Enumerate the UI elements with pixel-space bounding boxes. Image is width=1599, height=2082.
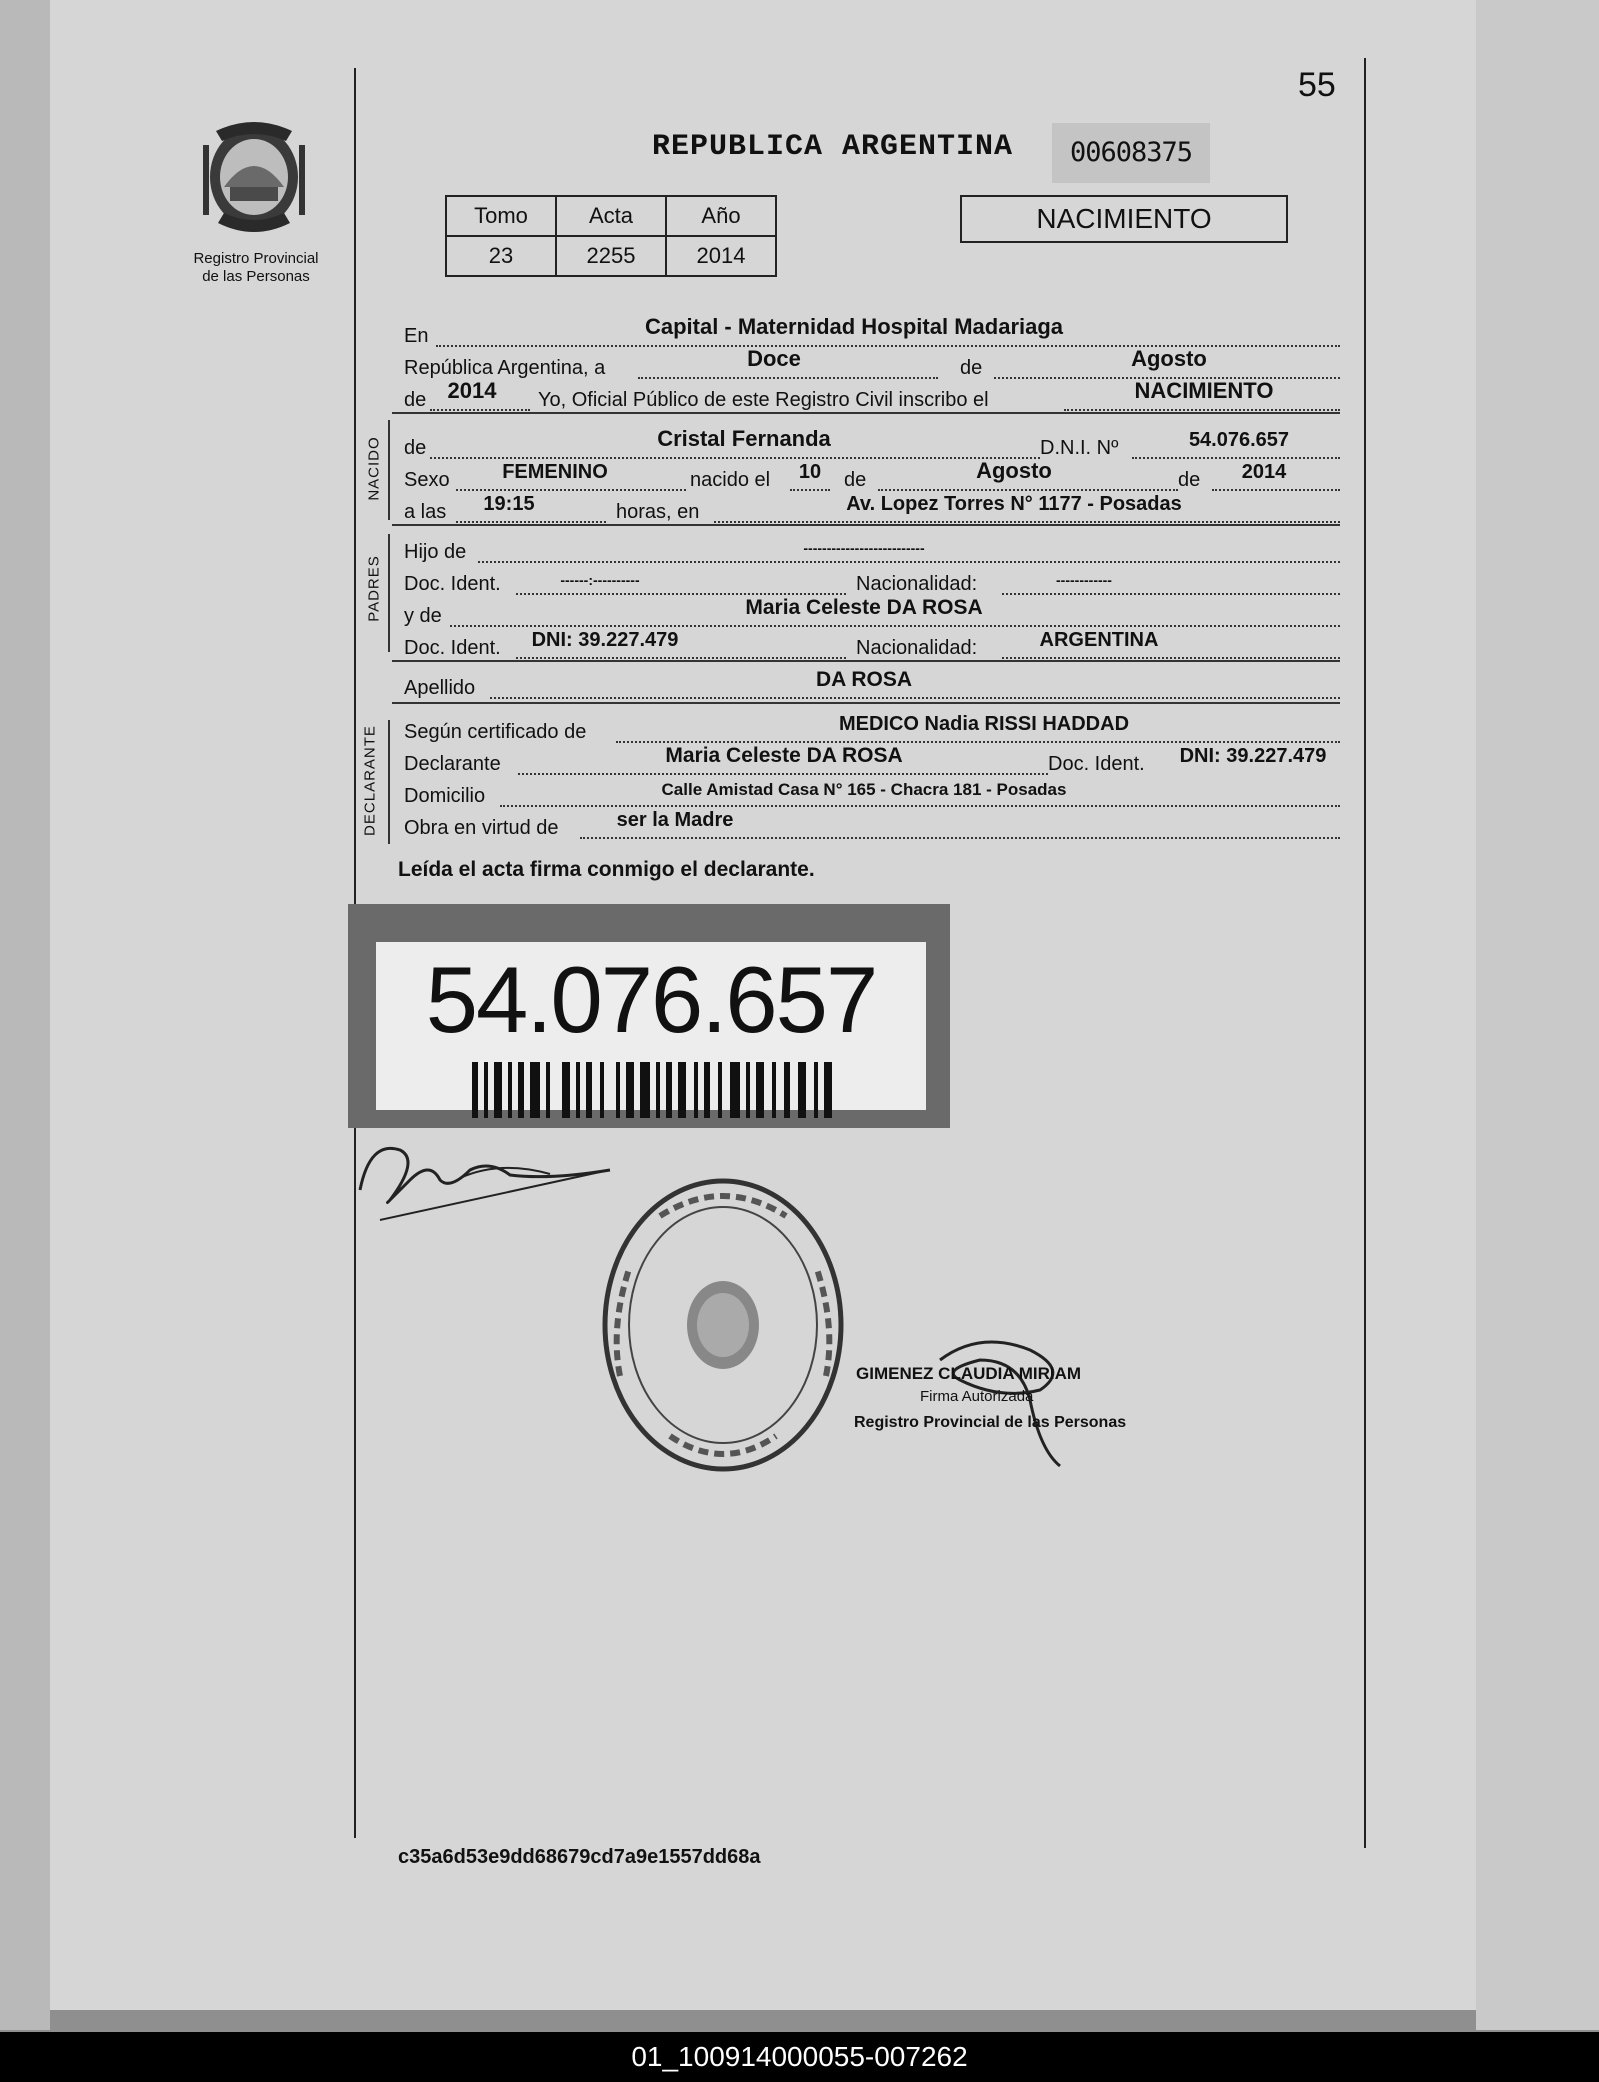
row-hora — [404, 493, 1340, 526]
lugar-value: Av. Lopez Torres N° 1177 - Posadas — [846, 493, 1182, 515]
official-stamp-icon — [600, 1176, 846, 1474]
domicilio-value: Calle Amistad Casa N° 165 - Chacra 181 - Posadas — [661, 780, 1067, 799]
row-declarante — [404, 744, 1340, 778]
register-header-acta: Acta — [556, 196, 666, 236]
de-anio-label: de — [404, 389, 427, 411]
dni-label: D.N.I. Nº — [1040, 437, 1119, 459]
domicilio-label: Domicilio — [404, 785, 486, 807]
section-divider — [392, 412, 1340, 414]
closing-statement: Leída el acta firma conmigo el declarante. — [398, 858, 815, 881]
dotted-line — [714, 521, 1340, 523]
register-header-tomo: Tomo — [446, 196, 556, 236]
right-margin-line — [1364, 58, 1366, 1848]
sexo-label: Sexo — [404, 469, 450, 491]
register-value-acta: 2255 — [556, 236, 666, 276]
a-las-label: a las — [404, 501, 447, 523]
row-sexo — [404, 458, 1340, 494]
sexo-value: FEMENINO — [502, 461, 608, 483]
republica-label: República Argentina, a — [404, 357, 606, 379]
logo-caption-line2: de las Personas — [202, 268, 310, 285]
nac-de1-label: de — [844, 469, 867, 491]
en-value: Capital - Maternidad Hospital Madariaga — [644, 314, 1064, 339]
decl-doc-label: Doc. Ident. — [1048, 753, 1145, 775]
declarante-bar — [388, 720, 390, 844]
scan-footer-id: 01_100914000055-007262 — [0, 2032, 1599, 2082]
officer-name: GIMENEZ CLAUDIA MIRIAM — [856, 1364, 1082, 1383]
officer-org: Registro Provincial de las Personas — [854, 1414, 1127, 1431]
nac-mes-value: Agosto — [976, 458, 1052, 483]
section-divider — [392, 524, 1340, 526]
obra-label: Obra en virtud de — [404, 817, 559, 839]
document-title: REPUBLICA ARGENTINA — [652, 130, 1014, 164]
row-nombre — [404, 426, 1340, 462]
nac2-value: ARGENTINA — [1039, 629, 1159, 651]
serial-number: 00608375 — [1052, 123, 1210, 183]
dni-sticker-inner — [376, 942, 926, 1110]
dotted-line — [456, 521, 606, 523]
row-obra — [404, 809, 1340, 842]
dotted-line — [490, 697, 1340, 699]
officer-role: Firma Autorizada — [920, 1388, 1034, 1405]
register-value-anio: 2014 — [666, 236, 776, 276]
document-type-box: NACIMIENTO — [960, 195, 1288, 243]
doc1-value: ------:---------- — [560, 572, 640, 588]
dotted-line — [878, 489, 1178, 491]
hijo-value: -------------------------- — [803, 540, 925, 556]
doc2-value: DNI: 39.227.479 — [531, 629, 679, 651]
section-divider — [392, 660, 1340, 662]
de-label: de — [960, 357, 983, 379]
dotted-line — [516, 657, 846, 659]
logo-caption — [176, 250, 336, 286]
doc1-label: Doc. Ident. — [404, 573, 501, 595]
nombre-value: Cristal Fernanda — [657, 426, 831, 451]
dotted-line — [616, 741, 1340, 743]
apellido-value: DA ROSA — [815, 668, 913, 691]
dotted-line — [638, 377, 938, 379]
section-nacido: NACIDO — [365, 436, 383, 501]
dia-value: Doce — [747, 346, 801, 371]
nac-dia-value: 10 — [798, 461, 822, 483]
row-hijo — [404, 536, 1340, 566]
apellido-label: Apellido — [404, 677, 476, 699]
scan-background-left — [0, 0, 50, 2030]
nac-de2-label: de — [1178, 469, 1201, 491]
dotted-line — [1064, 409, 1340, 411]
obra-value: ser la Madre — [616, 809, 734, 831]
dotted-line — [790, 489, 830, 491]
declarante-label: Declarante — [404, 753, 501, 775]
dotted-line — [516, 593, 846, 595]
mes-value: Agosto — [1131, 346, 1207, 371]
horas-en-label: horas, en — [616, 501, 700, 523]
anio-value: 2014 — [447, 378, 497, 403]
nac1-label: Nacionalidad: — [856, 573, 978, 595]
document-hash: c35a6d53e9dd68679cd7a9e1557dd68a — [398, 1846, 761, 1868]
dni-value: 54.076.657 — [1188, 429, 1290, 451]
scan-background-right — [1476, 0, 1599, 2030]
hijo-label: Hijo de — [404, 541, 467, 563]
oficial-text: Yo, Oficial Público de este Registro Civil inscribo el — [538, 389, 989, 411]
register-value-tomo: 23 — [446, 236, 556, 276]
padres-bar — [388, 534, 390, 652]
row-inscribo — [404, 378, 1340, 414]
row-doc1 — [404, 568, 1340, 598]
declarante-value: Maria Celeste DA ROSA — [665, 744, 903, 767]
dotted-line — [1132, 457, 1340, 459]
dotted-line — [500, 805, 1340, 807]
decl-doc-value: DNI: 39.227.479 — [1179, 745, 1327, 767]
nac-anio-value: 2014 — [1241, 461, 1287, 483]
inscribo-value: NACIMIENTO — [1134, 378, 1274, 403]
madre-value: Maria Celeste DA ROSA — [745, 596, 983, 619]
dotted-line — [1002, 593, 1340, 595]
nombre-label: de — [404, 437, 427, 459]
dotted-line — [478, 561, 1340, 563]
row-madre — [404, 596, 1340, 630]
dotted-line — [1002, 657, 1340, 659]
page-number: 55 — [1298, 66, 1336, 104]
section-declarante: DECLARANTE — [361, 725, 379, 836]
dotted-line — [456, 489, 686, 491]
logo-caption-line1: Registro Provincial — [193, 250, 319, 267]
nacido-bar — [388, 420, 390, 520]
doc2-label: Doc. Ident. — [404, 637, 501, 659]
en-label: En — [404, 325, 429, 347]
nacido-label: nacido el — [690, 469, 771, 491]
row-domicilio — [404, 780, 1340, 810]
row-apellido — [404, 668, 1340, 702]
dotted-line — [450, 625, 1340, 627]
dotted-line — [1212, 489, 1340, 491]
section-divider — [392, 702, 1340, 704]
misiones-emblem-icon — [196, 115, 312, 245]
row-certificado — [404, 713, 1340, 746]
dni-sticker — [348, 904, 950, 1128]
nac2-label: Nacionalidad: — [856, 637, 978, 659]
yde-label: y de — [404, 605, 442, 627]
row-doc2 — [404, 629, 1340, 662]
dotted-line — [518, 773, 1048, 775]
register-header-anio: Año — [666, 196, 776, 236]
register-table — [445, 195, 777, 277]
barcode-icon — [472, 1062, 832, 1118]
dotted-line — [580, 837, 1340, 839]
dni-sticker-number: 54.076.657 — [425, 947, 877, 1052]
hora-value: 19:15 — [483, 493, 535, 515]
section-padres: PADRES — [365, 555, 383, 622]
dotted-line — [430, 409, 530, 411]
nac1-value: ------------ — [1056, 572, 1112, 588]
declarant-signature-icon — [350, 1130, 620, 1230]
cert-value: MEDICO Nadia RISSI HADDAD — [838, 713, 1130, 735]
cert-label: Según certificado de — [404, 721, 587, 743]
